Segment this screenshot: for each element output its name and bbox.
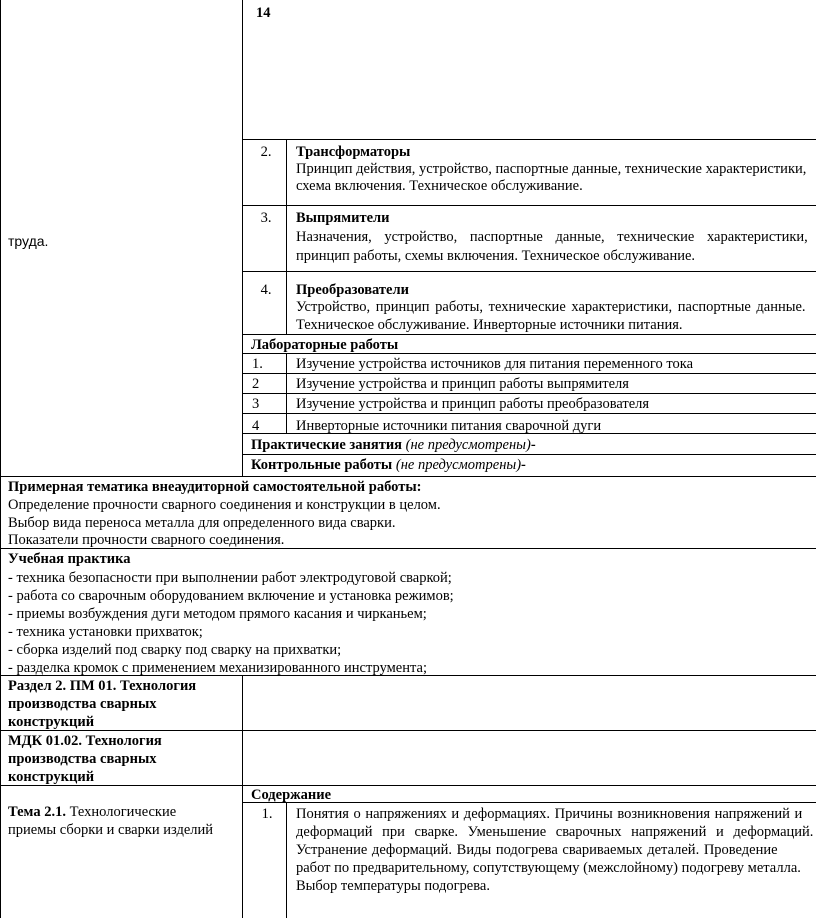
practice-line: - техника установки прихваток; <box>8 624 203 640</box>
topic-item-number: 1. <box>261 806 273 822</box>
section-title-line: Раздел 2. ПМ 01. Технология <box>8 678 197 694</box>
lab-row-number: 3 <box>252 396 260 412</box>
lab-row-text: Изучение устройства источников для питания переменного тока <box>296 356 694 372</box>
independent-heading: Примерная тематика внеаудиторной самостоятельной работы: <box>8 479 422 495</box>
row-divider <box>242 373 816 374</box>
topic-item-line: Выбор температуры подогрева. <box>296 878 490 894</box>
row-divider <box>0 476 816 477</box>
column-divider <box>242 0 243 476</box>
item-text-line: схема включения. Техническое обслуживание. <box>296 178 583 194</box>
lab-row-number: 4 <box>252 418 260 434</box>
topic-item-line: работ по предварительному, сопутствующему (межслойному) подогреву металла. <box>296 860 801 876</box>
topic-title-line2: приемы сборки и сварки изделий <box>8 822 214 838</box>
topic-item-line: Понятия о напряжениях и деформациях. Причины возникновения напряжений и <box>296 806 803 822</box>
control-row <box>251 456 526 474</box>
practice-line: - разделка кромок с применением механизированного инструмента; <box>8 660 427 676</box>
control-label: Контрольные работы <box>251 457 393 473</box>
item-text-line: Принцип действия, устройство, паспортные данные, технические характеристики, <box>296 161 807 177</box>
topic-item-line: деформаций при сварке. Уменьшение сварочных напряжений и деформаций. <box>296 824 814 840</box>
mdk-title-line: конструкций <box>8 769 95 785</box>
item-text-line: Устройство, принцип работы, технические характеристики, паспортные данные. <box>296 299 806 315</box>
row-divider <box>242 454 816 455</box>
topic-number: Тема 2.1. <box>8 804 66 820</box>
item-title: Выпрямители <box>296 210 390 226</box>
lab-row-text: Инверторные источники питания сварочной дуги <box>296 418 602 434</box>
left-label: труда. <box>8 233 49 249</box>
independent-line: Определение прочности сварного соединения и конструкции в целом. <box>8 497 441 513</box>
lab-row-text: Изучение устройства и принцип работы преобразователя <box>296 396 650 412</box>
number-column-divider <box>286 139 287 335</box>
control-dash: - <box>521 457 526 473</box>
mdk-title-line: МДК 01.02. Технология <box>8 733 162 749</box>
row-divider <box>242 334 816 335</box>
row-divider <box>242 271 816 272</box>
content-heading: Содержание <box>251 787 332 803</box>
practical-dash: - <box>530 437 536 453</box>
column-divider <box>242 675 243 918</box>
section-title-line: конструкций <box>8 714 95 730</box>
row-divider <box>242 413 816 414</box>
independent-line: Показатели прочности сварного соединения. <box>8 532 285 548</box>
lab-row-number: 1. <box>252 356 263 372</box>
topic-item-line: Устранение деформаций. Виды подогрева свариваемых деталей. Проведение <box>296 842 778 858</box>
item-number: 3. <box>260 210 272 226</box>
practice-line: - сборка изделий под сварку под сварку на прихватки; <box>8 642 342 658</box>
practice-heading: Учебная практика <box>8 551 131 567</box>
practice-line: - приемы возбуждения дуги методом прямого касания и чирканьем; <box>8 606 427 622</box>
item-title: Трансформаторы <box>296 144 411 160</box>
lab-row-number: 2 <box>252 376 260 392</box>
independent-line: Выбор вида переноса металла для определенного вида сварки. <box>8 515 396 531</box>
control-note: (не предусмотрены) <box>395 457 522 473</box>
row-divider <box>242 205 816 206</box>
item-text-line: Назначения, устройство, паспортные данные, технические характеристики, <box>296 229 808 245</box>
table-border-left <box>0 476 1 918</box>
practical-row <box>251 436 536 454</box>
practice-line: - работа со сварочным оборудованием включение и установка режимов; <box>8 588 454 604</box>
section-title-line: производства сварных <box>8 696 157 712</box>
item-number: 4. <box>260 282 272 298</box>
number-column-divider <box>286 802 287 918</box>
practice-line: - техника безопасности при выполнении работ электродуговой сваркой; <box>8 570 452 586</box>
row-divider <box>242 139 816 140</box>
practical-label: Практические занятия <box>251 437 403 453</box>
lab-heading: Лабораторные работы <box>251 337 399 353</box>
mdk-title-line: производства сварных <box>8 751 157 767</box>
item-text-line: Техническое обслуживание. Инверторные источники питания. <box>296 317 683 333</box>
row-divider <box>0 730 816 731</box>
topic-name: Технологические <box>65 804 177 820</box>
practical-note: (не предусмотрены) <box>405 437 531 453</box>
item-number: 2. <box>260 144 272 160</box>
lab-row-text: Изучение устройства и принцип работы выпрямителя <box>296 376 629 392</box>
header-number: 14 <box>256 5 271 21</box>
item-title: Преобразователи <box>296 282 409 298</box>
table-border-left <box>0 0 1 476</box>
topic-title <box>8 803 176 821</box>
item-text-line: принцип работы, схемы включения. Техническое обслуживание. <box>296 248 696 264</box>
row-divider <box>242 393 816 394</box>
row-divider <box>0 785 816 786</box>
